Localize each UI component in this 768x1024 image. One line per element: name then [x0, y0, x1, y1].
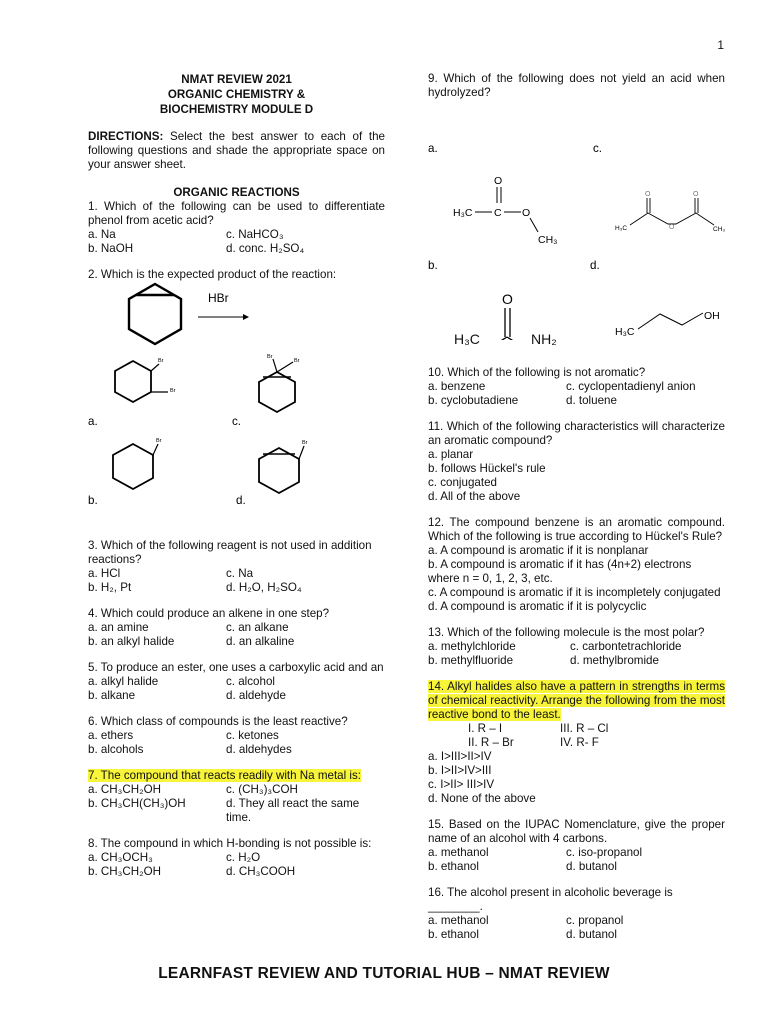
- question-3-text: 3. Which of the following reagent is not used in addition reactions?: [88, 539, 372, 566]
- br-label: Br: [294, 358, 300, 364]
- question-10-text: 10. Which of the following is not aromatic?: [428, 366, 646, 379]
- q2-option-d: d.: [236, 494, 246, 507]
- directions-label: DIRECTIONS:: [88, 130, 164, 143]
- q4-option-a: a. an amine: [88, 621, 149, 634]
- h3c-label: H₃C: [615, 326, 635, 338]
- q9-option-d: d.: [590, 259, 600, 272]
- question-5-text: 5. To produce an ester, one uses a carboxylic acid and an: [88, 661, 384, 674]
- q14-option-d: d. None of the above: [428, 792, 536, 805]
- q11-option-d: d. All of the above: [428, 490, 521, 503]
- q16-option-d: d. butanol: [566, 928, 617, 941]
- q8-option-c: c. H₂O: [226, 851, 261, 864]
- question-7-text-highlighted: 7. The compound that reacts readily with Na metal is:: [88, 769, 362, 782]
- q8-option-d: d. CH₃COOH: [226, 865, 296, 878]
- q13-option-b: b. methylfluoride: [428, 654, 514, 667]
- question-6-text: 6. Which class of compounds is the least reactive?: [88, 715, 348, 728]
- question-12: [428, 516, 725, 614]
- question-14-text-highlighted: 14. Alkyl halides also have a pattern in strengths in terms of chemical reactivity. Arrange the following from the most reactive bond to the least.: [428, 680, 725, 721]
- oxygen-label: O: [693, 191, 699, 198]
- q14-item-iv: IV. R- F: [560, 736, 599, 749]
- question-12-text: 12. The compound benzene is an aromatic compound. Which of the following is true according to Hückel's Rule?: [428, 516, 725, 543]
- question-4: [88, 607, 385, 649]
- question-16-text: 16. The alcohol present in alcoholic beverage is ________.: [428, 886, 673, 913]
- right-column: [428, 72, 725, 942]
- title-line-2: ORGANIC CHEMISTRY &: [167, 88, 306, 101]
- q4-option-d: d. an alkaline: [226, 635, 295, 648]
- br-label: Br: [156, 438, 162, 444]
- q3-option-a: a. HCl: [88, 567, 121, 580]
- title-line-1: NMAT REVIEW 2021: [181, 73, 292, 86]
- product-d-structure: [259, 440, 308, 493]
- q6-option-b: b. alcohols: [88, 743, 144, 756]
- q2-option-a: a.: [88, 415, 98, 428]
- question-10: [428, 366, 725, 408]
- q12-option-c: c. A compound is aromatic if it is incompletely conjugated: [428, 586, 721, 599]
- cyclohexene-structure: [129, 284, 181, 344]
- ch3-label: CH₃: [538, 234, 558, 246]
- reaction-arrow: [198, 314, 249, 320]
- q7-option-d: d. They all react the same time.: [226, 797, 360, 824]
- q1-option-b: b. NaOH: [88, 242, 134, 255]
- q12-option-a: a. A compound is aromatic if it is nonplanar: [428, 544, 649, 557]
- question-15-text: 15. Based on the IUPAC Nomenclature, give the proper name of an alcohol with 4 carbons.: [428, 818, 725, 845]
- q16-option-a: a. methanol: [428, 914, 489, 927]
- product-c-structure: [259, 354, 300, 412]
- q3-option-d: d. H₂O, H₂SO₄: [226, 581, 302, 594]
- br-label: Br: [302, 440, 308, 446]
- document-title: [88, 72, 385, 117]
- section-title: ORGANIC REACTIONS: [173, 186, 300, 199]
- question-11: [428, 420, 725, 504]
- q7-option-b: b. CH₃CH(CH₃)OH: [88, 797, 186, 810]
- q13-option-c: c. carbontetrachloride: [570, 640, 682, 653]
- q1-option-d: d. conc. H₂SO₄: [226, 242, 305, 255]
- directions: [88, 130, 385, 172]
- left-column: [88, 72, 385, 879]
- q14-option-c: c. I>II> III>IV: [428, 778, 495, 791]
- reaction-diagram: [88, 282, 385, 522]
- q6-option-c: c. ketones: [226, 729, 279, 742]
- q12-option-d: d. A compound is aromatic if it is polycyclic: [428, 600, 647, 613]
- q10-option-b: b. cyclobutadiene: [428, 394, 519, 407]
- q5-option-d: d. aldehyde: [226, 689, 286, 702]
- ch3-label: CH₃: [713, 226, 725, 233]
- oxygen-label: O: [494, 175, 503, 187]
- question-16: [428, 886, 725, 942]
- h3c-label: H₃C: [615, 225, 628, 232]
- question-4-text: 4. Which could produce an alkene in one step?: [88, 607, 330, 620]
- q9-option-c: c.: [593, 142, 603, 155]
- q8-option-b: b. CH₃CH₂OH: [88, 865, 161, 878]
- q10-option-d: d. toluene: [566, 394, 617, 407]
- title-line-3: BIOCHEMISTRY MODULE D: [159, 103, 314, 116]
- q16-option-c: c. propanol: [566, 914, 624, 927]
- br-label: Br: [267, 354, 273, 360]
- q6-option-a: a. ethers: [88, 729, 134, 742]
- q9-structures: [428, 100, 725, 340]
- question-9-text: 9. Which of the following does not yield an acid when hydrolyzed?: [428, 72, 725, 99]
- oxygen-label: O: [669, 224, 675, 231]
- question-9: [428, 72, 725, 352]
- q13-option-d: d. methylbromide: [570, 654, 659, 667]
- q2-option-b: b.: [88, 494, 98, 507]
- question-1-text: 1. Which of the following can be used to differentiate phenol from acetic acid?: [88, 200, 385, 227]
- q15-option-a: a. methanol: [428, 846, 489, 859]
- question-13-text: 13. Which of the following molecule is the most polar?: [428, 626, 705, 639]
- page-number: 1: [717, 38, 724, 52]
- oxygen-label: O: [645, 191, 651, 198]
- question-1: [88, 200, 385, 256]
- question-2-text: 2. Which is the expected product of the reaction:: [88, 268, 337, 281]
- q15-option-b: b. ethanol: [428, 860, 479, 873]
- q16-option-b: b. ethanol: [428, 928, 479, 941]
- h3c-label: H₃C: [453, 207, 473, 219]
- directions-text: Select the best answer to each of the following questions and shade the appropriate space on your answer sheet.: [88, 130, 385, 171]
- q5-option-a: a. alkyl halide: [88, 675, 159, 688]
- question-14: [428, 680, 725, 806]
- q7-option-c: c. (CH₃)₃COH: [226, 783, 298, 796]
- oxygen-label: O: [522, 207, 531, 219]
- q11-option-c: c. conjugated: [428, 476, 497, 489]
- q9-option-a: a.: [428, 142, 438, 155]
- q7-option-a: a. CH₃CH₂OH: [88, 783, 161, 796]
- q9-option-b: b.: [428, 259, 438, 272]
- question-13: [428, 626, 725, 668]
- q4-option-b: b. an alkyl halide: [88, 635, 175, 648]
- product-a-structure: [115, 358, 176, 402]
- q14-item-iii: III. R – Cl: [560, 722, 609, 735]
- question-8: [88, 837, 385, 879]
- q11-option-b: b. follows Hückel's rule: [428, 462, 546, 475]
- q15-option-c: c. iso-propanol: [566, 846, 643, 859]
- hydroxyl-label: OH: [704, 310, 720, 322]
- question-8-text: 8. The compound in which H-bonding is not possible is:: [88, 837, 372, 850]
- question-5: [88, 661, 385, 703]
- h3c-label: H₃C: [454, 331, 480, 347]
- question-15: [428, 818, 725, 874]
- q14-option-b: b. I>II>IV>III: [428, 764, 492, 777]
- page-footer: LEARNFAST REVIEW AND TUTORIAL HUB – NMAT REVIEW: [158, 965, 610, 982]
- q14-item-i: I. R – I: [468, 722, 503, 735]
- methyl-acetate-structure: [453, 175, 557, 246]
- product-b-structure: [113, 438, 162, 489]
- q14-item-ii: II. R – Br: [468, 736, 514, 749]
- q14-option-a: a. I>III>II>IV: [428, 750, 492, 763]
- q13-option-a: a. methylchloride: [428, 640, 516, 653]
- q2-option-c: c.: [232, 415, 242, 428]
- q1-option-c: c. NaHCO₃: [226, 228, 284, 241]
- carbon-label: C: [494, 207, 502, 219]
- br-label: Br: [170, 388, 176, 394]
- q3-option-b: b. H₂, Pt: [88, 581, 132, 594]
- reagent-label: HBr: [208, 291, 229, 305]
- oxygen-label: O: [502, 291, 513, 307]
- nh2-label: NH₂: [531, 331, 557, 347]
- q11-option-a: a. planar: [428, 448, 474, 461]
- acetic-anhydride-structure: [615, 191, 725, 233]
- q5-option-c: c. alcohol: [226, 675, 275, 688]
- q1-option-a: a. Na: [88, 228, 116, 241]
- question-2: [88, 268, 385, 526]
- q5-option-b: b. alkane: [88, 689, 136, 702]
- q15-option-d: d. butanol: [566, 860, 617, 873]
- acetamide-labels: [428, 332, 725, 352]
- q10-option-c: c. cyclopentadienyl anion: [566, 380, 696, 393]
- question-7: [88, 769, 385, 825]
- br-label: Br: [158, 358, 164, 364]
- q4-option-c: c. an alkane: [226, 621, 289, 634]
- question-11-text: 11. Which of the following characteristics will characterize an aromatic compound?: [428, 420, 725, 447]
- q10-option-a: a. benzene: [428, 380, 486, 393]
- q12-option-b: b. A compound is aromatic if it has (4n+2) electrons where n = 0, 1, 2, 3, etc.: [428, 558, 692, 585]
- question-3: [88, 539, 385, 595]
- q3-option-c: c. Na: [226, 567, 254, 580]
- q6-option-d: d. aldehydes: [226, 743, 292, 756]
- question-6: [88, 715, 385, 757]
- q8-option-a: a. CH₃OCH₃: [88, 851, 153, 864]
